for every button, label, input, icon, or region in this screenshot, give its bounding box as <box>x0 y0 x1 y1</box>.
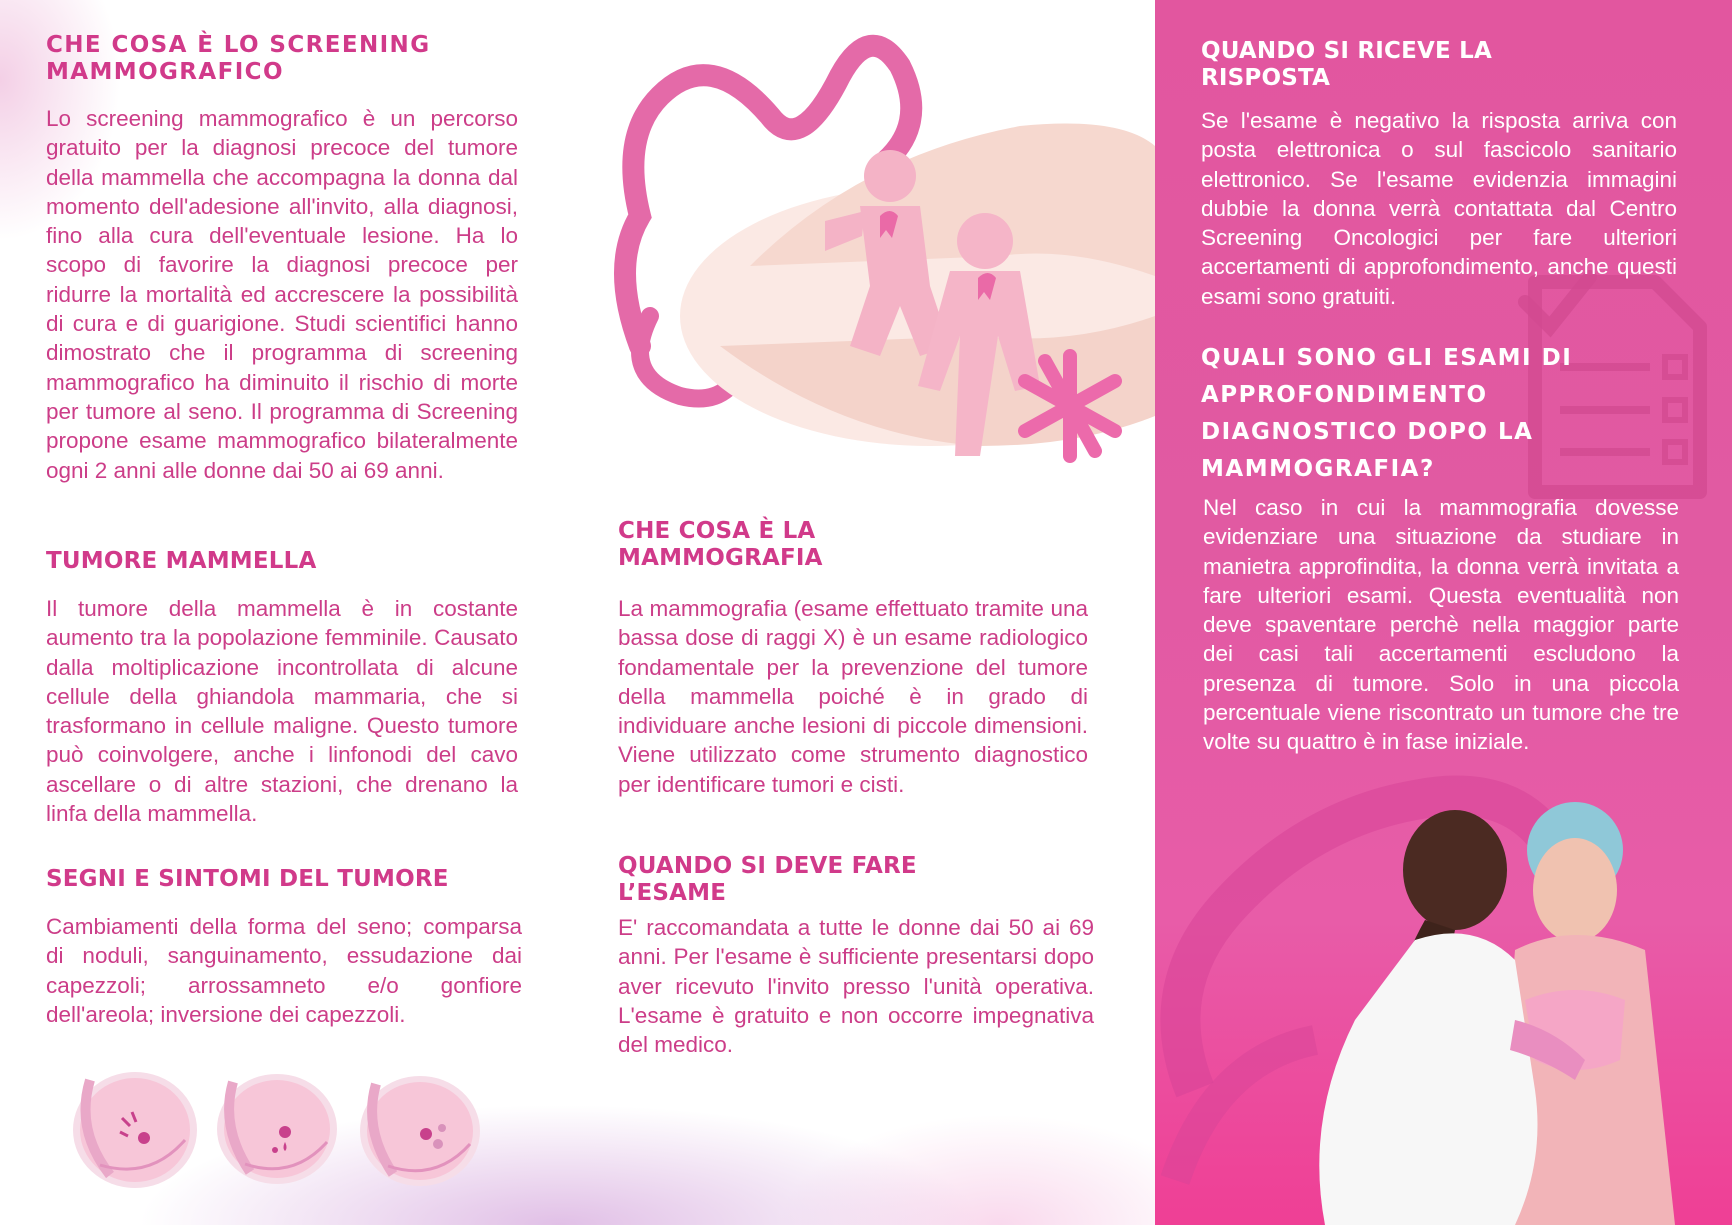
nipple-discharge-icon <box>215 1072 340 1187</box>
mammography-paragraph: La mammografia (esame effettuato tramite una bassa dose di raggi X) è un esame radiologico fondamentale per la prevenzione del tumore della mammella poiché è in grado di individuare anche lesioni di piccole dimensioni. Viene utilizzato come strumento diagnostico per identificare tumori e cisti. <box>618 596 1088 797</box>
breast-lump-icon <box>358 1074 483 1189</box>
tumor-heading: TUMORE MAMMELLA <box>46 548 317 574</box>
paper-dolls-hands-illustration <box>600 16 1155 486</box>
doctor-patient-illustration <box>1155 760 1732 1225</box>
screening-heading: CHE COSA È LO SCREENING MAMMOGRAFICO <box>46 32 431 85</box>
exams-heading: QUALI SONO GLI ESAMI DI APPROFONDIMENTO DIAGNOSTICO DOPO LA MAMMOGRAFIA? <box>1201 345 1573 482</box>
breast-retraction-icon <box>70 1070 200 1190</box>
signs-paragraph: Cambiamenti della forma del seno; comparsa di noduli, sanguinamento, essudazione dai capezzoli; arrossamneto e/o gonfiore dell'areola; inversione dei capezzoli. <box>46 914 522 1027</box>
signs-heading: SEGNI E SINTOMI DEL TUMORE <box>46 866 449 892</box>
screening-paragraph: Lo screening mammografico è un percorso gratuito per la diagnosi precoce del tumore della mammella che accompagna la donna dal momento dell'adesione all'invito, alla diagnosi, fino alla cura dell'eventuale lesione. Ha lo scopo di favorire la diagnosi precoce per ridurre la mortalità ed accrescere la possibilità di cura e di guarigione. Studi scientifici hanno dimostrato che il programma di screening mammografico ha diminuito il rischio di morte per tumore al seno. Il programma di Screening propone esame mammografico bilateralmente ogni 2 anni alle donne dai 50 ai 69 anni. <box>46 106 518 483</box>
response-heading: QUANDO SI RICEVE LA RISPOSTA <box>1201 38 1492 91</box>
tumor-paragraph: Il tumore della mammella è in costante aumento tra la popolazione femminile. Causato dalla moltiplicazione incontrollata di alcune cellule della ghiandola mammaria, che si trasformano in cellule maligne. Questo tumore può coinvolgere, anche i linfonodi del cavo ascellare o di altre stazioni, che drenano la linfa della mammella. <box>46 596 518 827</box>
response-paragraph: Se l'esame è negativo la risposta arriva con posta elettronica o sul fascicolo sanitario elettronico. Se l'esame evidenzia immagini dubbie la donna verrà contattata dal Centro Screening Oncologici per fare ulteriori accertamenti di approfondimento, anche questi esami sono gratuiti. <box>1201 108 1677 309</box>
when-exam-heading: QUANDO SI DEVE FARE L’ESAME <box>618 853 917 906</box>
when-exam-paragraph: E' raccomandata a tutte le donne dai 50 ai 69 anni. Per l'esame è sufficiente presentarsi dopo aver ricevuto l'invito presso l'unità operativa. L'esame è gratuito e non occorre impegnativa del medico. <box>618 915 1094 1058</box>
exams-paragraph: Nel caso in cui la mammografia dovesse evidenziare una situazione da studiare in manietra approfindita, la donna verrà invitata a fare ulteriori esami. Questa eventualità non deve spaventare perchè nella maggior parte dei casi tali accertamenti escludono la presenza di tumore. Solo in una piccola percentuale viene riscontrato un tumore che tre volte su quattro è in fase iniziale. <box>1203 495 1679 755</box>
mammography-heading: CHE COSA È LA MAMMOGRAFIA <box>618 518 823 571</box>
